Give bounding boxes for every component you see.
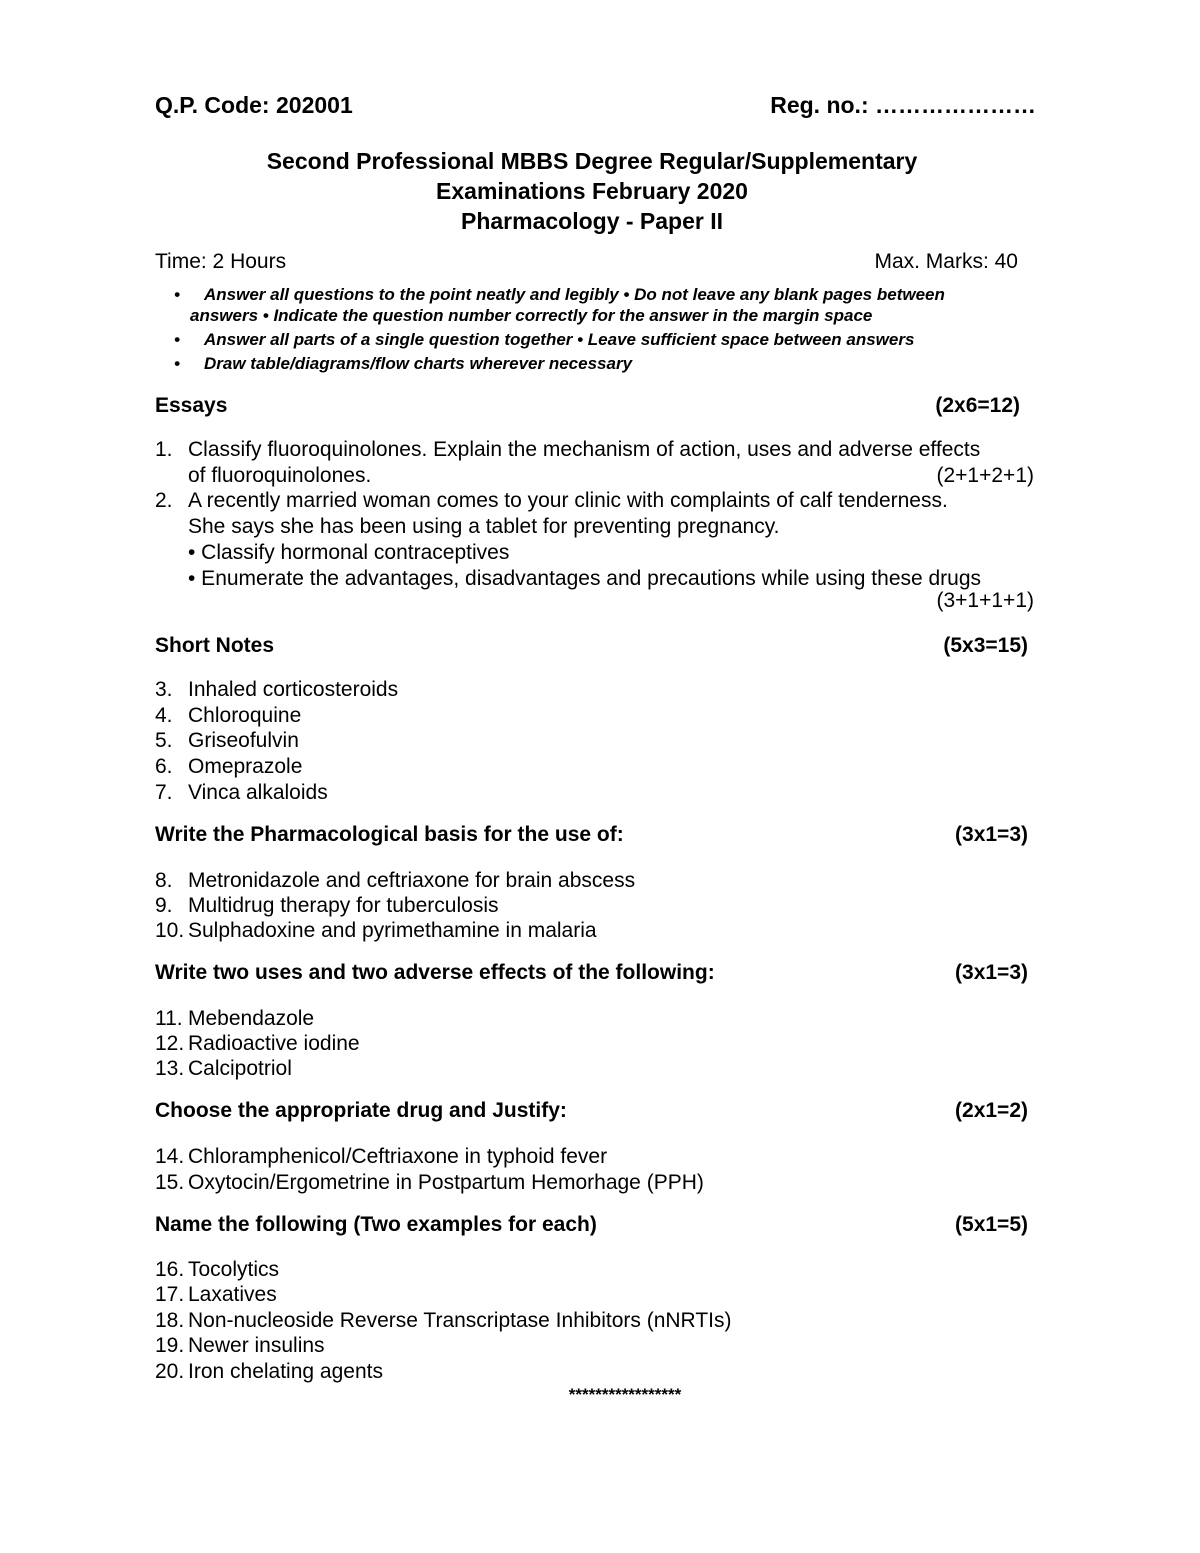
question-number: 7. <box>155 781 173 804</box>
question-number: 2. <box>155 489 173 512</box>
title-line-2: Examinations February 2020 <box>436 178 748 204</box>
question-text: A recently married woman comes to your clinic with complaints of calf tenderness. <box>188 489 948 512</box>
question-text: Vinca alkaloids <box>188 781 328 804</box>
question-number: 11. <box>155 1007 183 1030</box>
bullet-icon: • <box>174 354 180 373</box>
question-text: Laxatives <box>188 1283 277 1306</box>
question-subpart: • Classify hormonal contraceptives <box>188 541 510 564</box>
question-text: Chloramphenicol/Ceftriaxone in typhoid fever <box>188 1145 608 1168</box>
question-number: 6. <box>155 755 173 778</box>
question-marks: (2+1+2+1) <box>936 464 1034 487</box>
question-number: 4. <box>155 704 173 727</box>
instruction-text: Draw table/diagrams/flow charts wherever necessary <box>204 354 633 373</box>
question-marks: (3+1+1+1) <box>936 589 1034 612</box>
question-text: Classify fluoroquinolones. Explain the mechanism of action, uses and adverse effects <box>188 438 981 461</box>
question-text: Calcipotriol <box>188 1057 292 1080</box>
question-text: Sulphadoxine and pyrimethamine in malaria <box>188 919 597 942</box>
section-marks: (5x3=15) <box>943 634 1028 657</box>
qp-code: Q.P. Code: 202001 <box>155 92 353 118</box>
question-text: Iron chelating agents <box>188 1360 383 1383</box>
bullet-icon: • <box>174 330 180 349</box>
section-title: Essays <box>155 394 228 417</box>
question-text: of fluoroquinolones. <box>188 464 372 487</box>
question-text: Newer insulins <box>188 1334 325 1357</box>
section-essays <box>155 394 1028 418</box>
question-text: Multidrug therapy for tuberculosis <box>188 894 499 917</box>
section-marks: (5x1=5) <box>955 1213 1028 1236</box>
section-name-following <box>155 1213 1028 1237</box>
section-pharmacological-basis <box>155 823 1028 847</box>
section-title: Write the Pharmacological basis for the use of: <box>155 823 624 846</box>
question-number: 16. <box>155 1258 185 1281</box>
title-line-1: Second Professional MBBS Degree Regular/Supplementary <box>266 148 918 174</box>
exam-time: Time: 2 Hours <box>155 250 287 273</box>
section-short-notes <box>155 634 1028 658</box>
question-number: 3. <box>155 678 173 701</box>
question-number: 12. <box>155 1032 185 1055</box>
section-choose-drug <box>155 1099 1028 1123</box>
section-uses-adverse-effects <box>155 961 1028 985</box>
end-of-paper-stars: ***************** <box>568 1385 682 1404</box>
question-number: 5. <box>155 729 173 752</box>
question-text: Tocolytics <box>188 1258 280 1281</box>
section-marks: (2x1=2) <box>955 1099 1028 1122</box>
question-number: 9. <box>155 894 173 917</box>
bullet-icon: • <box>174 285 180 304</box>
section-marks: (2x6=12) <box>935 394 1020 417</box>
section-title: Name the following (Two examples for each) <box>155 1213 597 1236</box>
question-number: 18. <box>155 1309 185 1332</box>
question-text: Chloroquine <box>188 704 302 727</box>
instruction-text: Answer all parts of a single question together • Leave sufficient space between answers <box>204 330 915 349</box>
section-title: Short Notes <box>155 634 275 657</box>
question-text: Radioactive iodine <box>188 1032 360 1055</box>
question-subpart: • Enumerate the advantages, disadvantages and precautions while using these drugs <box>188 567 982 590</box>
header-row <box>155 92 1036 119</box>
question-text: Inhaled corticosteroids <box>188 678 399 701</box>
question-text: Non-nucleoside Reverse Transcriptase Inhibitors (nNRTIs) <box>188 1309 732 1332</box>
question-number: 8. <box>155 869 173 892</box>
question-number: 19. <box>155 1334 185 1357</box>
question-number: 10. <box>155 919 185 942</box>
question-text: Mebendazole <box>188 1007 315 1030</box>
time-marks-row <box>155 250 1028 274</box>
question-number: 13. <box>155 1057 185 1080</box>
section-marks: (3x1=3) <box>955 823 1028 846</box>
question-text: Oxytocin/Ergometrine in Postpartum Hemorhage (PPH) <box>188 1171 704 1194</box>
question-text: Griseofulvin <box>188 729 299 752</box>
question-number: 1. <box>155 438 173 461</box>
max-marks: Max. Marks: 40 <box>874 250 1018 273</box>
section-title: Choose the appropriate drug and Justify: <box>155 1099 567 1122</box>
question-text: She says she has been using a tablet for preventing pregnancy. <box>188 515 780 538</box>
instruction-text: Answer all questions to the point neatly and legibly • Do not leave any blank pages between <box>204 285 945 304</box>
question-number: 17. <box>155 1283 185 1306</box>
reg-no: Reg. no.: ………………… <box>770 92 1036 118</box>
question-text: Metronidazole and ceftriaxone for brain abscess <box>188 869 636 892</box>
section-marks: (3x1=3) <box>955 961 1028 984</box>
question-text: Omeprazole <box>188 755 303 778</box>
title-line-3: Pharmacology - Paper II <box>460 208 724 234</box>
question-number: 15. <box>155 1171 185 1194</box>
question-number: 20. <box>155 1360 185 1383</box>
section-title: Write two uses and two adverse effects of the following: <box>155 961 715 984</box>
instruction-text: answers • Indicate the question number correctly for the answer in the margin space <box>190 306 873 325</box>
question-number: 14. <box>155 1145 185 1168</box>
